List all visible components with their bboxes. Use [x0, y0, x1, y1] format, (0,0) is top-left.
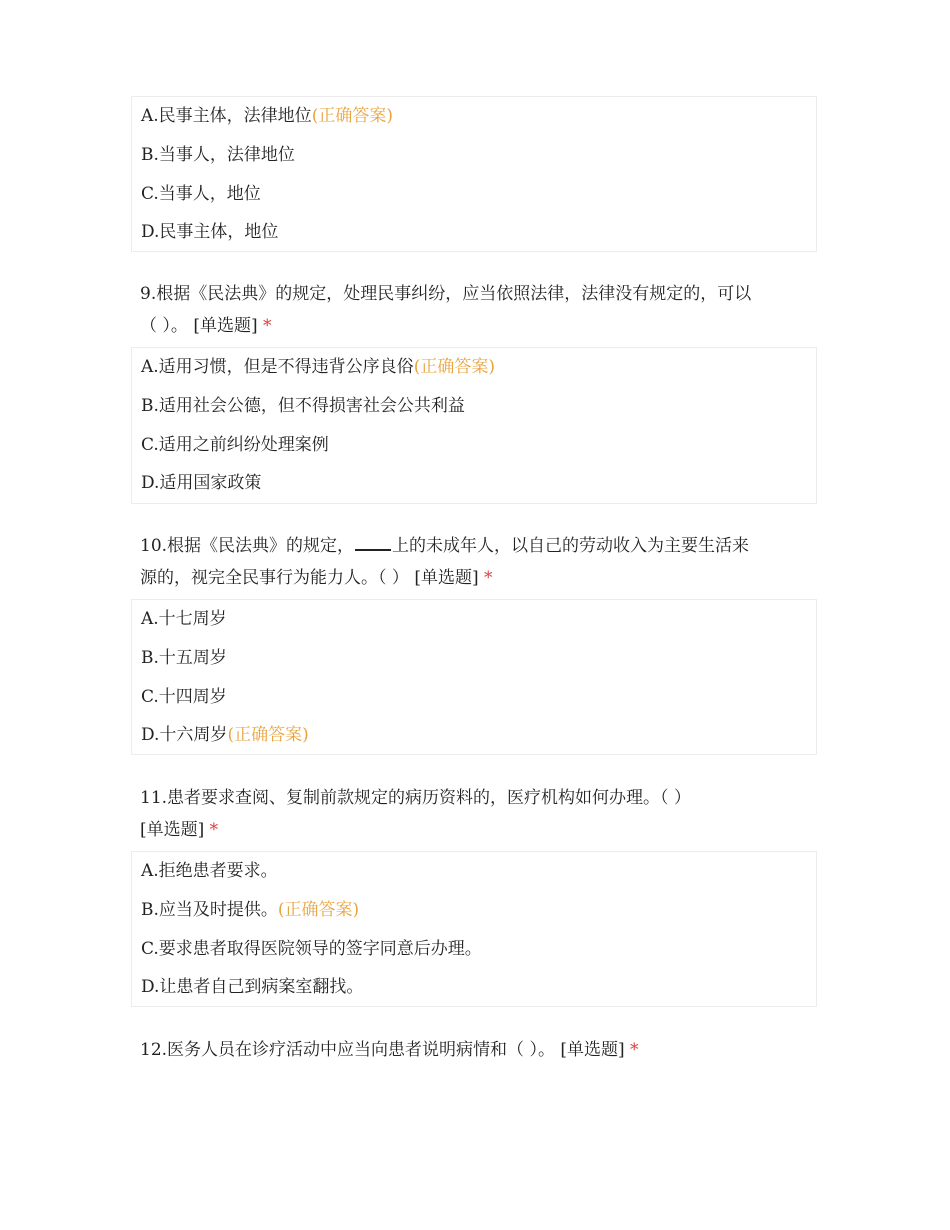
q9-option-b[interactable]: B.适用社会公德，但不得损害社会公共利益 [141, 396, 465, 416]
q9-option-d[interactable]: D.适用国家政策 [141, 473, 262, 493]
q11-option-a[interactable]: A.拒绝患者要求。 [141, 861, 278, 881]
fill-blank [355, 535, 391, 551]
required-mark: * [262, 316, 272, 336]
required-mark: * [209, 820, 219, 840]
q9-option-a[interactable]: A.适用习惯，但是不得违背公序良俗(正确答案) [141, 357, 495, 377]
q9-option-c[interactable]: C.适用之前纠纷处理案例 [141, 435, 329, 455]
q10-option-c[interactable]: C.十四周岁 [141, 687, 227, 707]
question-type-tag: [单选题] [193, 316, 258, 336]
q10-question-line2: 源的，视完全民事行为能力人。（ ） [单选题] * [140, 568, 493, 588]
q8-option-a[interactable]: A.民事主体，法律地位(正确答案) [141, 106, 393, 126]
correct-answer-tag: (正确答案) [311, 106, 393, 126]
question-type-tag: [单选题] [140, 820, 205, 840]
q9-question-line1: 9.根据《民法典》的规定，处理民事纠纷，应当依照法律，法律没有规定的，可以 [140, 284, 752, 304]
q8-option-b[interactable]: B.当事人，法律地位 [141, 145, 295, 165]
q11-question-line1: 11.患者要求查阅、复制前款规定的病历资料的，医疗机构如何办理。（ ） [140, 788, 691, 808]
correct-answer-tag: (正确答案) [227, 725, 309, 745]
q10-option-d[interactable]: D.十六周岁(正确答案) [141, 725, 309, 745]
correct-answer-tag: (正确答案) [277, 900, 360, 920]
q11-option-d[interactable]: D.让患者自己到病案室翻找。 [141, 977, 364, 997]
q10-question-line1: 10.根据《民法典》的规定， 上的未成年人，以自己的劳动收入为主要生活来 [140, 536, 750, 556]
q11-question-line2 [140, 819, 218, 841]
question-type-tag: [单选题] [414, 568, 479, 588]
q11-options [131, 851, 817, 1007]
required-mark: * [630, 1040, 639, 1060]
q8-option-d[interactable]: D.民事主体，地位 [141, 222, 279, 242]
q12-question-line1: 12.医务人员在诊疗活动中应当向患者说明病情和（ ）。 [单选题] * [140, 1040, 639, 1060]
q8-options [131, 96, 817, 252]
q11-option-c[interactable]: C.要求患者取得医院领导的签字同意后办理。 [141, 939, 482, 959]
q10-option-a[interactable]: A.十七周岁 [141, 609, 227, 629]
question-type-tag: [单选题] [560, 1040, 625, 1060]
q10-options [131, 599, 817, 755]
q9-question-line2: （ ）。 [单选题] * [140, 316, 272, 336]
q8-option-c[interactable]: C.当事人，地位 [141, 184, 261, 204]
required-mark: * [483, 568, 493, 588]
q10-option-b[interactable]: B.十五周岁 [141, 648, 227, 668]
correct-answer-tag: (正确答案) [413, 357, 495, 377]
q11-option-b[interactable]: B.应当及时提供。(正确答案) [141, 900, 360, 920]
q9-options [131, 347, 817, 504]
